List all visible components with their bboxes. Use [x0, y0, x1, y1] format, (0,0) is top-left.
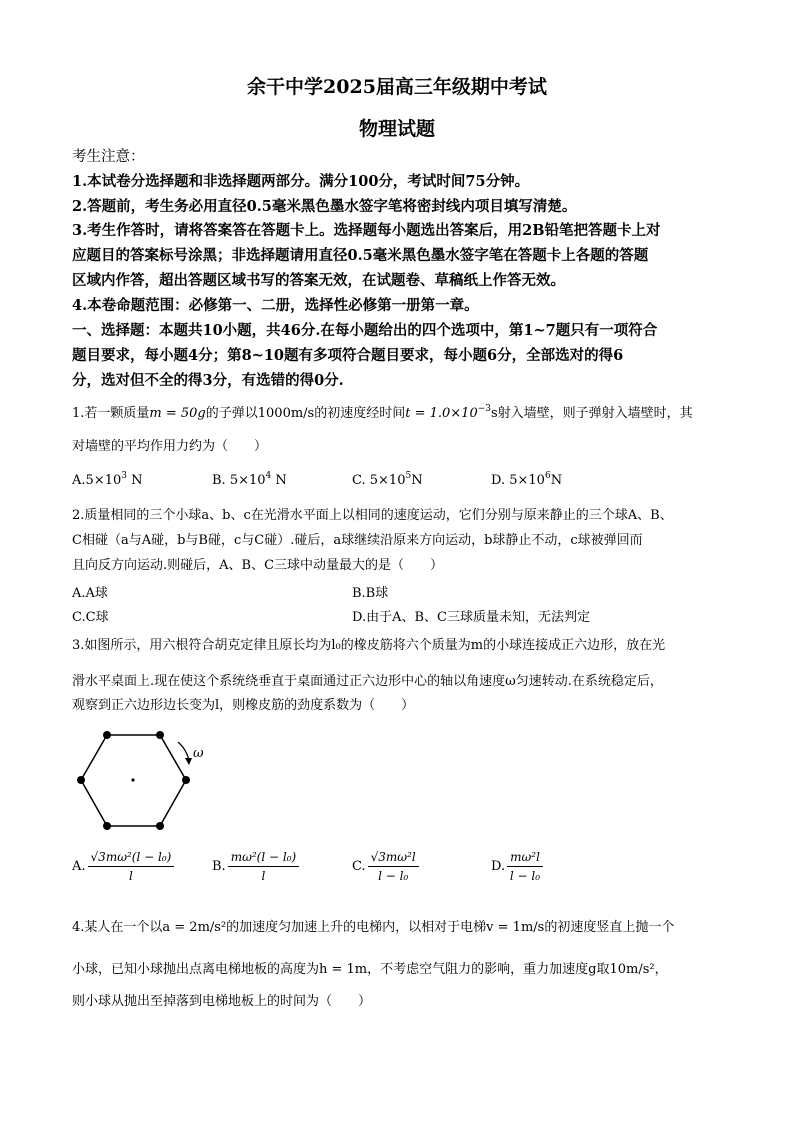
section-heading-line-2: 题目要求，每小题4分；第8~10题有多项符合题目要求，每小题6分，全部选对的得6	[72, 347, 624, 364]
q1-option-d[interactable]: D. $5\times 10^6N$	[491, 471, 563, 488]
q2-option-a[interactable]: A.A球	[72, 586, 108, 601]
notice-item-3-cont2: 区域内作答，超出答题区域书写的答案无效，在试题卷、草稿纸上作答无效。	[72, 272, 565, 289]
q2-stem-line-1: 2.质量相同的三个小球a、b、c在光滑水平面上以相同的速度运动，它们分别与原来静止的三个球A、B、	[72, 508, 673, 523]
notice-item-3-cont: 应题目的答案标号涂黑；非选择题请用直径0.5毫米黑色墨水签字笔在答题卡上各题的答题	[72, 247, 649, 264]
q2-stem-line-3: 且向反方向运动.则碰后，A、B、C三球中动量最大的是（ ）	[72, 558, 444, 573]
notice-item-3: 3.考生作答时，请将答案答在答题卡上。选择题每小题选出答案后，用2B铅笔把答题卡上对	[72, 222, 661, 239]
q2-option-b[interactable]: B.B球	[352, 586, 389, 601]
section-heading-line-1: 一、选择题：本题共10小题，共46分.在每小题给出的四个选项中，第1~7题只有一项符合	[72, 322, 658, 339]
q1-option-a[interactable]: $A.5\times 10^3$ N	[72, 471, 143, 488]
q1-option-b[interactable]: B. $5\times 10^4$ N	[212, 471, 287, 488]
section-heading-line-3: 分，选对但不全的得3分，有选错的得0分.	[72, 372, 344, 389]
notice-item-2: 2.答题前，考生务必用直径0.5毫米黑色墨水签字笔将密封线内项目填写清楚。	[72, 198, 577, 215]
q4-stem-line-2: 小球，已知小球抛出点离电梯地板的高度为h = 1m，不考虑空气阻力的影响，重力加速度g取10m/s²，	[72, 962, 668, 977]
notice-heading: 考生注意：	[72, 149, 145, 165]
q1-stem-line-2: 对墙壁的平均作用力约为（ ）	[72, 439, 268, 454]
subject-title: 物理试题	[358, 118, 435, 140]
ball	[77, 776, 85, 784]
center-dot	[131, 778, 134, 781]
q3-option-d[interactable]: D. $\frac{\text{mω²l}}{\text{l − l₀}}$	[491, 850, 543, 883]
q4-stem-line-1: 4.某人在一个以a = 2m/s²的加速度匀加速上升的电梯内，以相对于电梯v = 1m/s的初速度竖直上抛一个	[72, 920, 675, 935]
ball	[182, 776, 190, 784]
hexagon-figure	[72, 728, 222, 832]
ball	[103, 822, 111, 830]
q2-option-d[interactable]: D.由于A、B、C三球质量未知，无法判定	[352, 610, 590, 625]
notice-item-1: 1.本试卷分选择题和非选择题两部分。满分100分，考试时间75分钟。	[72, 173, 530, 190]
rotation-arrowhead-icon	[185, 758, 192, 765]
exam-title: 余干中学2025届高三年级期中考试	[247, 76, 547, 98]
ball	[103, 731, 111, 739]
q2-option-c[interactable]: C.C球	[72, 610, 109, 625]
ball	[156, 822, 164, 830]
q2-stem-line-2: C相碰（a与A碰，b与B碰，c与C碰）.碰后，a球继续沿原来方向运动，b球静止不动，c球被弹回而	[72, 533, 643, 548]
q1-option-c[interactable]: C. $5\times 10^5N$	[352, 471, 423, 488]
q1-stem-line-1: 1.若一颗质量m = 50g的子弹以1000m/s的初速度经时间$t = 1.0\times 10^{-3}s$射入墙壁，则子弹射入墙壁时，其	[72, 404, 693, 421]
omega-label: ω	[193, 746, 204, 761]
q3-option-b[interactable]: B. $\frac{\text{mω²(l − l₀)}}{l}$	[212, 850, 299, 883]
ball	[156, 731, 164, 739]
q4-stem-line-3: 则小球从抛出至掉落到电梯地板上的时间为（ ）	[72, 994, 372, 1009]
q3-stem-line-3: 观察到正六边形边长变为l，则橡皮筋的劲度系数为（ ）	[72, 698, 415, 713]
q3-option-c[interactable]: C. $\frac{\text{√3mω²l}}{\text{l − l₀}}$	[352, 850, 419, 883]
q3-option-a[interactable]: A. $\frac{\text{√3mω²(l − l₀)}}{l}$	[72, 850, 174, 883]
q3-stem-line-1: 3.如图所示，用六根符合胡克定律且原长均为l₀的橡皮筋将六个质量为m的小球连接成正六边形，放在光	[72, 638, 666, 653]
q3-stem-line-2: 滑水平桌面上.现在使这个系统绕垂直于桌面通过正六边形中心的轴以角速度ω匀速转动.在系统稳定后，	[72, 674, 663, 689]
notice-item-4: 4.本卷命题范围：必修第一、二册，选择性必修第一册第一章。	[72, 297, 479, 314]
